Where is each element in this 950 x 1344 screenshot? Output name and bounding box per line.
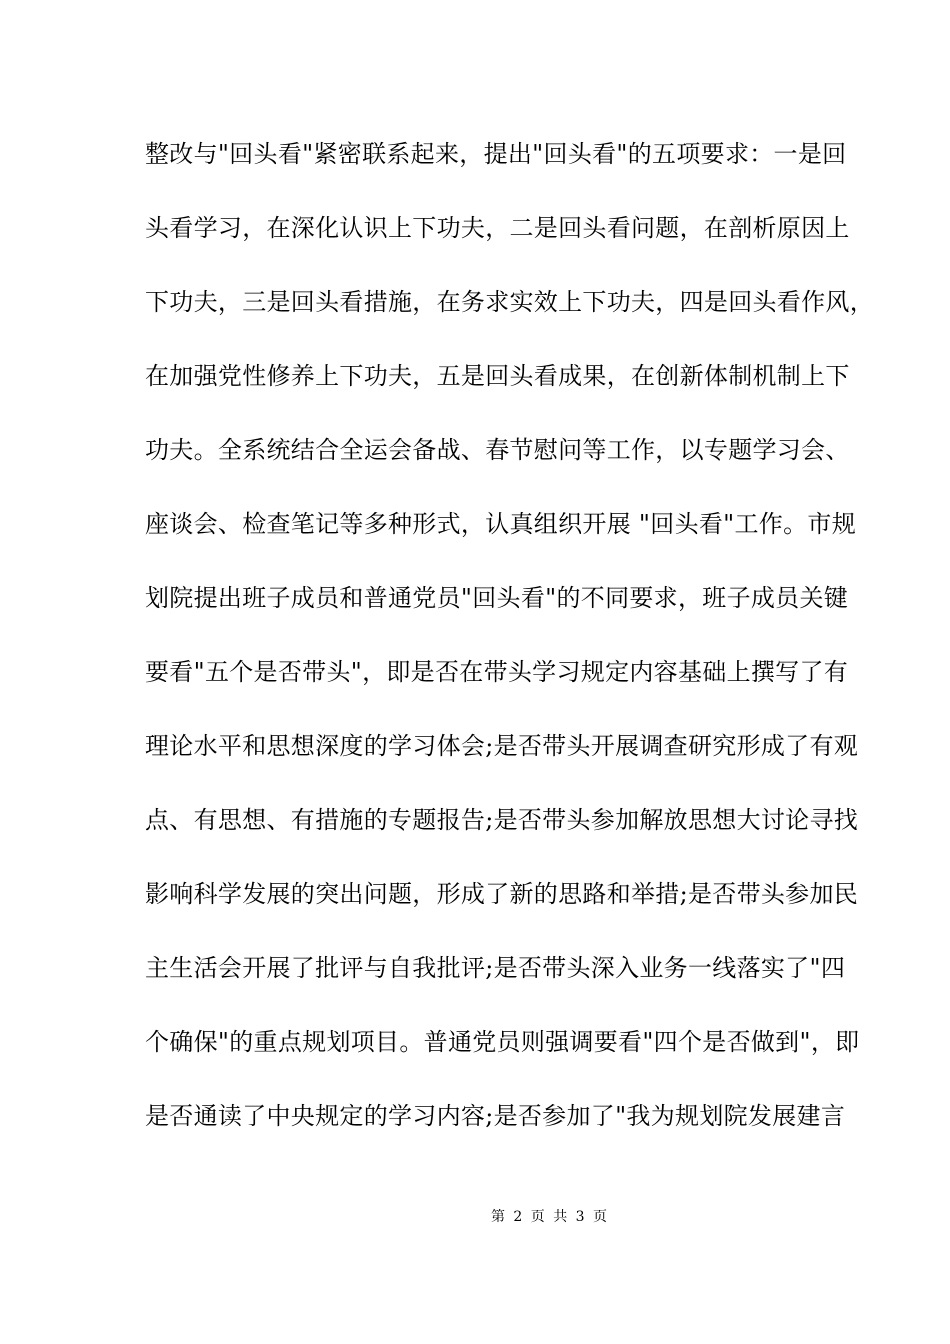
text-line-14: 是否通读了中央规定的学习内容;是否参加了"我为规划院发展建言: [145, 1102, 846, 1130]
text-line-11: 影响科学发展的突出问题，形成了新的思路和举措;是否带头参加民: [145, 880, 859, 908]
text-line-6: 座谈会、检查笔记等多种形式，认真组织开展 "回头看"工作。市规: [145, 510, 857, 538]
text-line-3: 下功夫，三是回头看措施，在务求实效上下功夫，四是回头看作风，: [145, 288, 874, 316]
text-line-12: 主生活会开展了批评与自我批评;是否带头深入业务一线落实了"四: [145, 954, 846, 982]
text-line-7: 划院提出班子成员和普通党员"回头看"的不同要求，班子成员关键: [145, 584, 849, 612]
text-line-1: 整改与"回头看"紧密联系起来，提出"回头看"的五项要求：一是回: [145, 140, 847, 168]
text-line-2: 头看学习，在深化认识上下功夫，二是回头看问题，在剖析原因上: [145, 214, 850, 242]
body-text: [145, 134, 874, 1170]
text-line-10: 点、有思想、有措施的专题报告;是否带头参加解放思想大讨论寻找: [145, 806, 859, 834]
text-line-5: 功夫。全系统结合全运会备战、春节慰问等工作，以专题学习会、: [145, 436, 850, 464]
text-line-8: 要看"五个是否带头"，即是否在带头学习规定内容基础上撰写了有: [145, 658, 849, 686]
page-footer: 第 2 页 共 3 页: [490, 1209, 610, 1225]
text-line-9: 理论水平和思想深度的学习体会;是否带头开展调查研究形成了有观: [145, 732, 859, 760]
text-line-13: 个确保"的重点规划项目。普通党员则强调要看"四个是否做到"，即: [145, 1028, 860, 1056]
text-line-4: 在加强党性修养上下功夫，五是回头看成果，在创新体制机制上下: [145, 362, 850, 390]
